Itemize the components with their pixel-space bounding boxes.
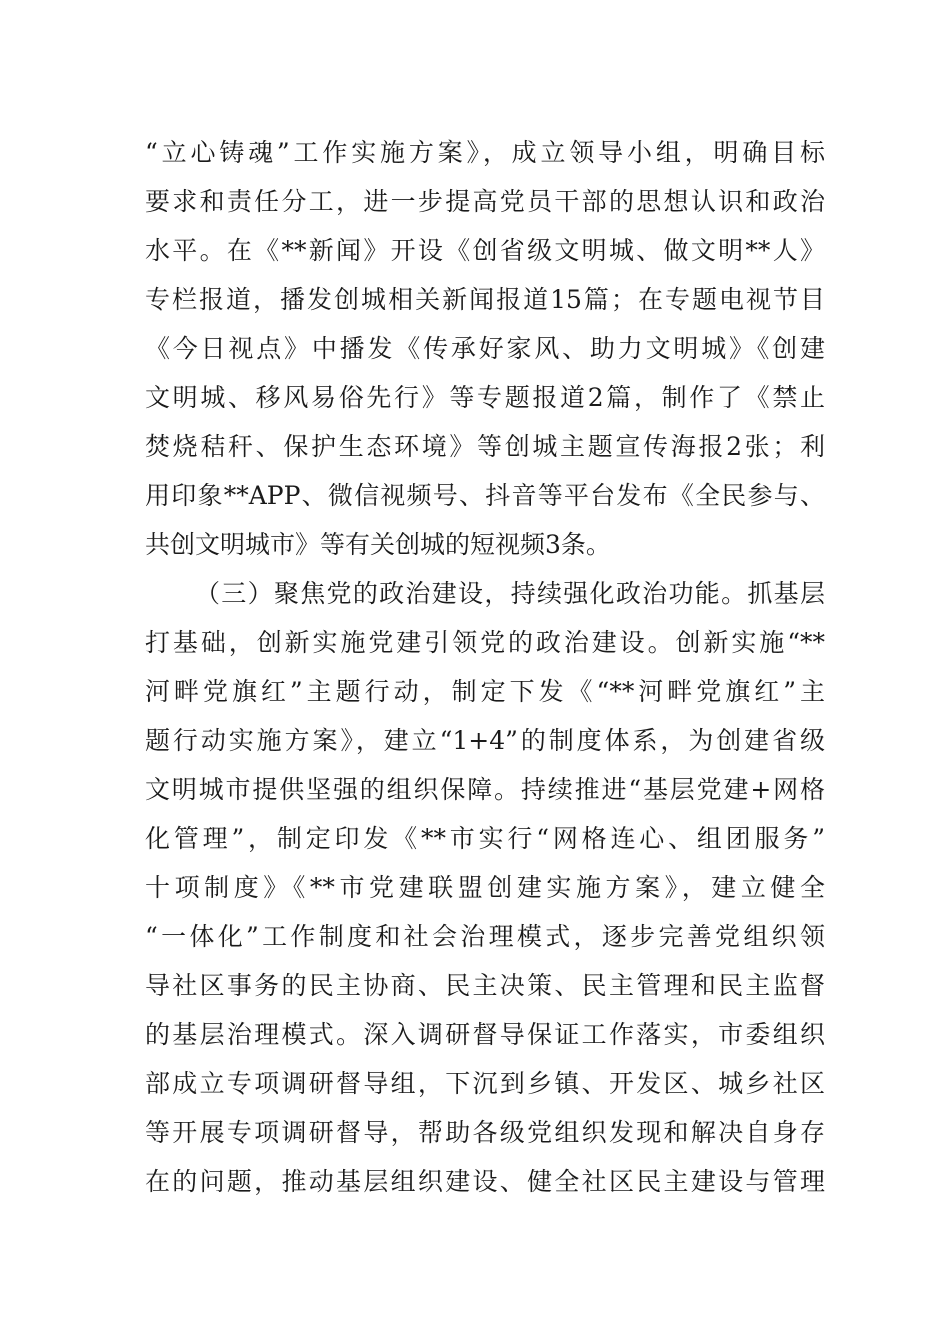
text-line: 在的问题，推动基层组织建设、健全社区民主建设与管理: [145, 1167, 825, 1196]
text-line: 十项制度》《**市党建联盟创建实施方案》，建立健全: [145, 873, 825, 902]
text-line: 用印象**APP、微信视频号、抖音等平台发布《全民参与、: [145, 481, 825, 510]
section-heading-line: （三）聚焦党的政治建设，持续强化政治功能。抓基层: [195, 579, 825, 608]
text-line: 导社区事务的民主协商、民主决策、民主管理和民主监督: [145, 971, 825, 1000]
text-line: 要求和责任分工，进一步提高党员干部的思想认识和政治: [145, 187, 825, 216]
text-line: 水平。在《**新闻》开设《创省级文明城、做文明**人》: [145, 236, 825, 265]
body-text: [145, 128, 825, 1206]
text-line: 化管理”，制定印发《**市实行“网格连心、组团服务”: [145, 824, 825, 853]
text-line: “一体化”工作制度和社会治理模式，逐步完善党组织领: [145, 922, 825, 951]
text-line: 部成立专项调研督导组，下沉到乡镇、开发区、城乡社区: [145, 1069, 825, 1098]
text-line: 打基础，创新实施党建引领党的政治建设。创新实施“**: [145, 628, 825, 657]
text-line: 共创文明城市》等有关创城的短视频3条。: [145, 530, 611, 559]
text-line: 《今日视点》中播发《传承好家风、助力文明城》《创建: [145, 334, 825, 363]
text-line: “立心铸魂”工作实施方案》，成立领导小组，明确目标: [145, 138, 825, 167]
text-line: 河畔党旗红”主题行动，制定下发《“**河畔党旗红”主: [145, 677, 825, 706]
text-line: 文明城、移风易俗先行》等专题报道2篇，制作了《禁止: [145, 383, 825, 412]
text-line: 的基层治理模式。深入调研督导保证工作落实，市委组织: [145, 1020, 825, 1049]
text-line: 专栏报道，播发创城相关新闻报道15篇；在专题电视节目: [145, 285, 825, 314]
text-line: 题行动实施方案》，建立“1+4”的制度体系，为创建省级: [145, 726, 825, 755]
text-line: 焚烧秸秆、保护生态环境》等创城主题宣传海报2张；利: [145, 432, 825, 461]
text-line: 文明城市提供坚强的组织保障。持续推进“基层党建+网格: [145, 775, 825, 804]
text-line: 等开展专项调研督导，帮助各级党组织发现和解决自身存: [145, 1118, 825, 1147]
